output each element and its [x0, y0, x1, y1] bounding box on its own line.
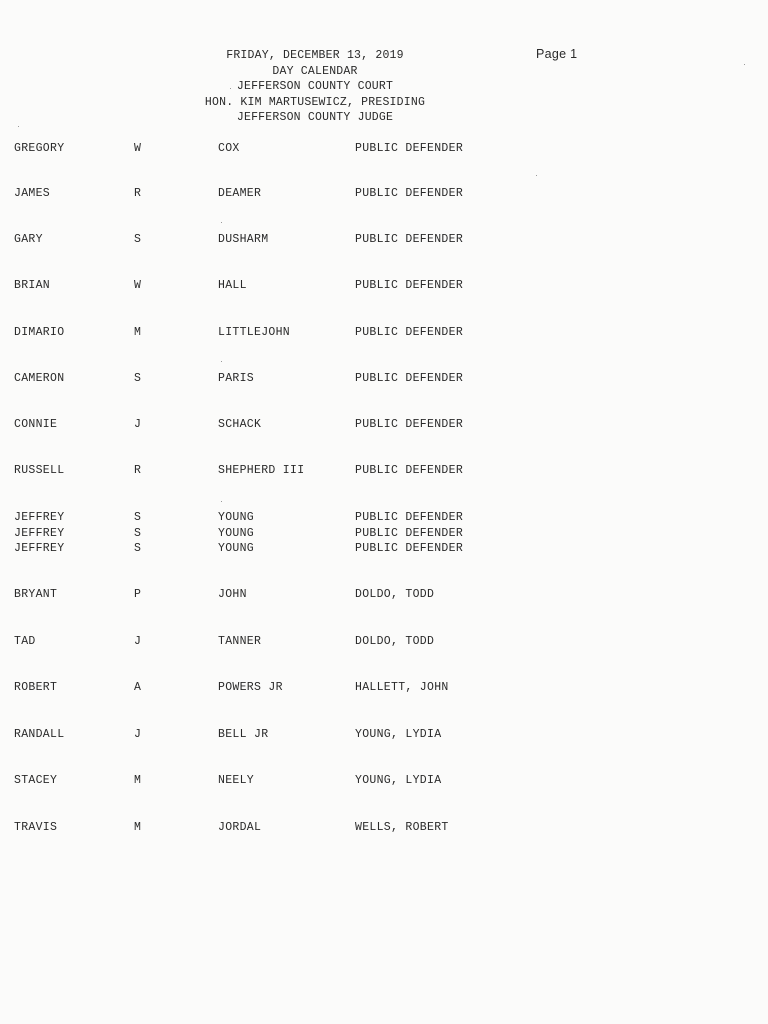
attorney-name: PUBLIC DEFENDER [355, 326, 464, 339]
defendant-first-name: TAD [14, 635, 36, 648]
attorney-name: PUBLIC DEFENDER [355, 418, 464, 431]
calendar-entry [0, 278, 520, 294]
defendant-last-name: LITTLEJOHN [218, 326, 291, 339]
defendant-first-name: JEFFREY [14, 511, 65, 524]
defendant-middle-initial: R [134, 187, 142, 200]
scan-speck [18, 126, 19, 127]
calendar-row [0, 371, 520, 387]
defendant-last-name: JOHN [218, 588, 247, 601]
calendar-row [0, 463, 520, 479]
attorney-name: PUBLIC DEFENDER [355, 526, 464, 540]
calendar-entry [0, 820, 520, 836]
defendant-last-name: HALL [218, 279, 247, 292]
defendant-last-name: YOUNG [218, 526, 255, 540]
defendant-last-name: SHEPHERD III [218, 464, 305, 477]
defendant-middle-initial: S [134, 526, 142, 540]
defendant-first-name: CAMERON [14, 372, 65, 385]
defendant-middle-initial: M [134, 326, 142, 339]
defendant-first-name: GREGORY [14, 142, 65, 155]
calendar-row [0, 541, 520, 557]
defendant-middle-initial: S [134, 372, 142, 385]
calendar-row [0, 820, 520, 836]
attorney-name: PUBLIC DEFENDER [355, 542, 464, 555]
attorney-name: DOLDO, TODD [355, 588, 435, 601]
scan-speck [221, 361, 222, 362]
calendar-row [0, 232, 520, 248]
calendar-row [0, 186, 520, 202]
scan-speck [221, 222, 222, 223]
attorney-name: WELLS, ROBERT [355, 821, 449, 834]
scan-speck [536, 175, 537, 176]
calendar-entry [0, 634, 520, 650]
defendant-middle-initial: J [134, 635, 142, 648]
defendant-first-name: JAMES [14, 187, 51, 200]
defendant-last-name: COX [218, 142, 240, 155]
calendar-entry [0, 680, 520, 696]
defendant-middle-initial: J [134, 418, 142, 431]
calendar-entry [0, 417, 520, 433]
calendar-entry [0, 141, 520, 157]
attorney-name: YOUNG, LYDIA [355, 728, 442, 741]
defendant-middle-initial: J [134, 728, 142, 741]
defendant-last-name: NEELY [218, 774, 255, 787]
calendar-entry [0, 727, 520, 743]
calendar-row [0, 680, 520, 696]
header-presiding-judge: HON. KIM MARTUSEWICZ, PRESIDING [204, 95, 426, 109]
defendant-first-name: DIMARIO [14, 326, 65, 339]
calendar-entry [0, 186, 520, 202]
defendant-first-name: GARY [14, 233, 43, 246]
defendant-first-name: TRAVIS [14, 821, 58, 834]
defendant-first-name: STACEY [14, 774, 58, 787]
defendant-first-name: CONNIE [14, 418, 58, 431]
header-court: JEFFERSON COUNTY COURT [236, 80, 394, 93]
calendar-row [0, 141, 520, 157]
defendant-last-name: POWERS JR [218, 681, 283, 694]
defendant-last-name: DEAMER [218, 187, 262, 200]
attorney-name: PUBLIC DEFENDER [355, 511, 464, 524]
defendant-first-name: RANDALL [14, 728, 65, 741]
calendar-entry [0, 463, 520, 479]
attorney-name: HALLETT, JOHN [355, 681, 449, 694]
defendant-middle-initial: W [134, 142, 142, 155]
calendar-entry [0, 773, 520, 789]
calendar-row [0, 325, 520, 341]
defendant-middle-initial: S [134, 511, 142, 524]
calendar-row [0, 727, 520, 743]
calendar-entry [0, 232, 520, 248]
calendar-row [0, 510, 520, 526]
attorney-name: PUBLIC DEFENDER [355, 464, 464, 477]
calendar-entry [0, 587, 520, 603]
header-judge-title: JEFFERSON COUNTY JUDGE [236, 111, 394, 124]
attorney-name: YOUNG, LYDIA [355, 774, 442, 787]
attorney-name: PUBLIC DEFENDER [355, 142, 464, 155]
header-calendar-type: DAY CALENDAR [272, 64, 358, 78]
defendant-first-name: BRYANT [14, 588, 58, 601]
defendant-first-name: RUSSELL [14, 464, 65, 477]
defendant-first-name: BRIAN [14, 279, 51, 292]
defendant-middle-initial: W [134, 279, 142, 292]
defendant-last-name: PARIS [218, 372, 255, 385]
defendant-last-name: TANNER [218, 635, 262, 648]
attorney-name: PUBLIC DEFENDER [355, 372, 464, 385]
defendant-last-name: JORDAL [218, 821, 262, 834]
attorney-name: PUBLIC DEFENDER [355, 187, 464, 200]
defendant-last-name: YOUNG [218, 511, 255, 524]
defendant-first-name: JEFFREY [14, 526, 65, 540]
defendant-middle-initial: S [134, 233, 142, 246]
defendant-middle-initial: M [134, 821, 142, 834]
calendar-row [0, 773, 520, 789]
defendant-first-name: JEFFREY [14, 542, 65, 555]
calendar-row [0, 417, 520, 433]
calendar-row [0, 526, 520, 542]
calendar-header [150, 48, 480, 126]
defendant-middle-initial: R [134, 464, 142, 477]
defendant-middle-initial: S [134, 542, 142, 555]
scan-speck [230, 88, 231, 89]
defendant-first-name: ROBERT [14, 681, 58, 694]
calendar-row [0, 278, 520, 294]
attorney-name: PUBLIC DEFENDER [355, 279, 464, 292]
defendant-last-name: SCHACK [218, 418, 262, 431]
calendar-entry [0, 325, 520, 341]
calendar-row [0, 587, 520, 603]
defendant-middle-initial: P [134, 588, 142, 601]
header-date: FRIDAY, DECEMBER 13, 2019 [226, 49, 404, 62]
scan-speck [744, 64, 745, 65]
defendant-last-name: YOUNG [218, 542, 255, 555]
attorney-name: DOLDO, TODD [355, 635, 435, 648]
attorney-name: PUBLIC DEFENDER [355, 233, 464, 246]
calendar-row [0, 634, 520, 650]
defendant-last-name: BELL JR [218, 728, 269, 741]
page-number: Page 1 [536, 47, 578, 61]
defendant-middle-initial: M [134, 774, 142, 787]
scan-speck [221, 501, 222, 502]
defendant-middle-initial: A [134, 681, 142, 694]
calendar-entry [0, 510, 520, 557]
calendar-entry [0, 371, 520, 387]
defendant-last-name: DUSHARM [218, 233, 269, 246]
